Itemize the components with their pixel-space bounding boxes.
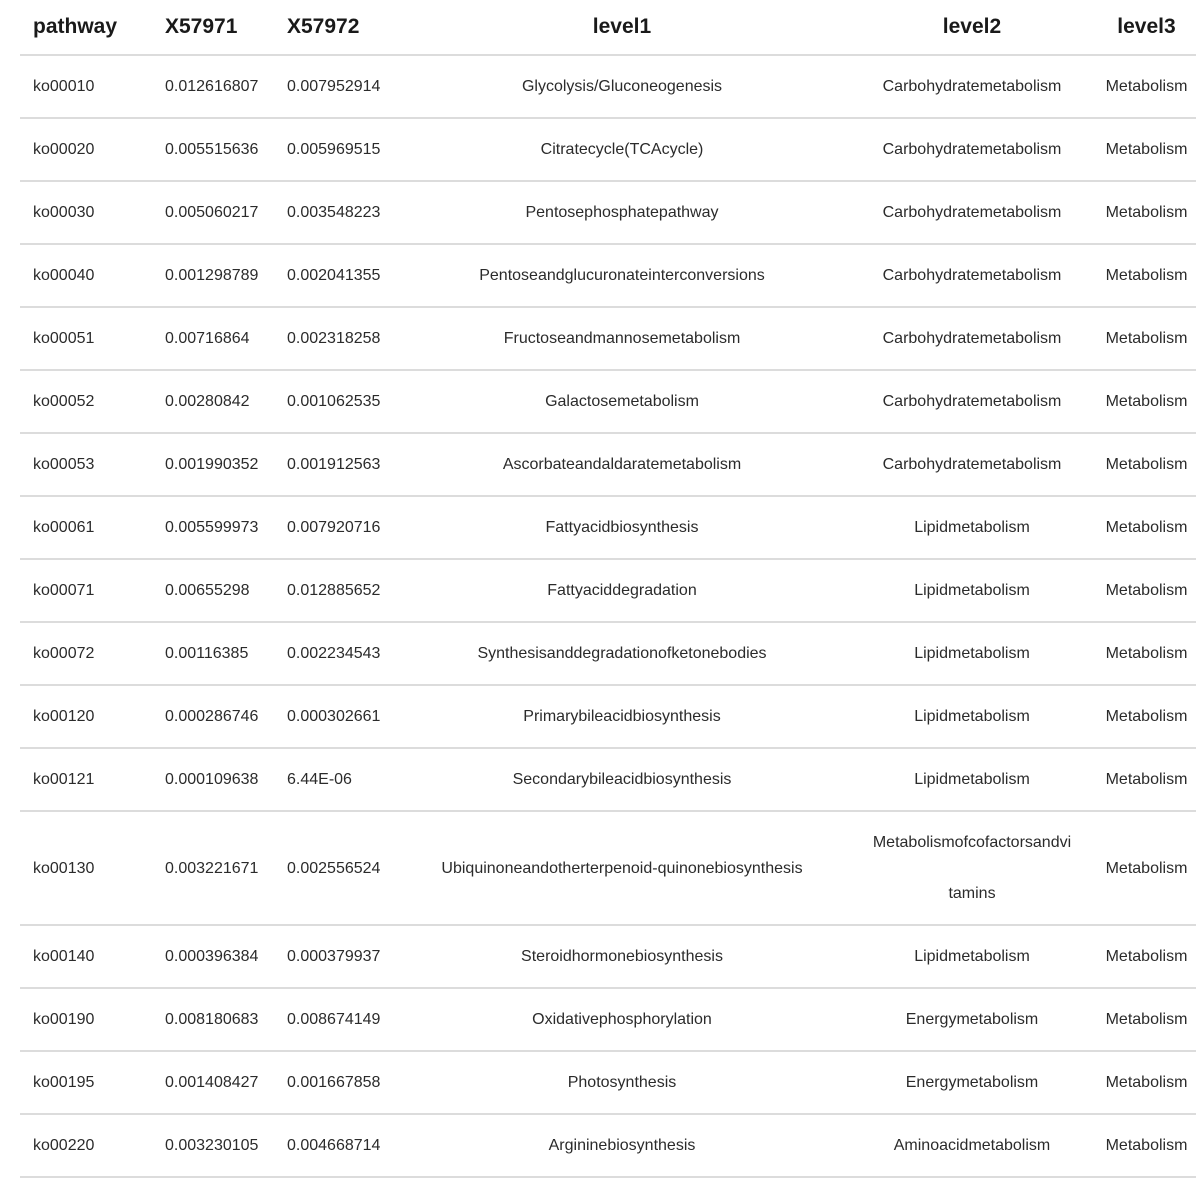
cell-level2: Metabolismofcofactorsandvitamins (847, 811, 1097, 925)
cell-pathway: ko00051 (20, 307, 150, 370)
table-row (20, 370, 1196, 433)
cell-level1: Fructoseandmannosemetabolism (397, 307, 847, 370)
column-header-pathway: pathway (20, 0, 150, 55)
cell-level1: Oxidativephosphorylation (397, 988, 847, 1051)
cell-level3: Metabolism (1097, 685, 1196, 748)
cell-x57972: 0.000379937 (272, 925, 397, 988)
cell-level3: Metabolism (1097, 925, 1196, 988)
cell-x57971: 0.005515636 (150, 118, 272, 181)
cell-x57972: 0.000302661 (272, 685, 397, 748)
cell-pathway: ko00030 (20, 181, 150, 244)
cell-level3: Metabolism (1097, 1114, 1196, 1177)
table-row (20, 622, 1196, 685)
cell-level1: Steroidhormonebiosynthesis (397, 925, 847, 988)
cell-x57971: 0.005599973 (150, 496, 272, 559)
cell-level3: Metabolism (1097, 811, 1196, 925)
cell-x57972: 0.002234543 (272, 622, 397, 685)
table-row (20, 496, 1196, 559)
cell-level1: Photosynthesis (397, 1051, 847, 1114)
cell-pathway: ko00072 (20, 622, 150, 685)
cell-x57972: 0.008674149 (272, 988, 397, 1051)
table-row (20, 1114, 1196, 1177)
table-row (20, 988, 1196, 1051)
cell-x57971: 0.00716864 (150, 307, 272, 370)
cell-level3: Metabolism (1097, 748, 1196, 811)
cell-x57971: 0.00655298 (150, 559, 272, 622)
cell-level1: Pentosephosphatepathway (397, 181, 847, 244)
cell-level2: Energymetabolism (847, 1051, 1097, 1114)
column-header-x57971: X57971 (150, 0, 272, 55)
cell-level3: Metabolism (1097, 118, 1196, 181)
cell-level2: Aminoacidmetabolism (847, 1114, 1097, 1177)
cell-x57971: 0.00280842 (150, 370, 272, 433)
cell-x57971: 0.003230105 (150, 1114, 272, 1177)
cell-level1: Primarybileacidbiosynthesis (397, 685, 847, 748)
cell-x57971: 0.000286746 (150, 685, 272, 748)
cell-pathway: ko00220 (20, 1114, 150, 1177)
cell-x57971: 0.00116385 (150, 622, 272, 685)
cell-level3: Metabolism (1097, 55, 1196, 118)
column-header-level3: level3 (1097, 0, 1196, 55)
table-row (20, 559, 1196, 622)
cell-level2: Lipidmetabolism (847, 925, 1097, 988)
cell-x57971: 0.008180683 (150, 988, 272, 1051)
cell-x57972: 0.002041355 (272, 244, 397, 307)
table-row (20, 118, 1196, 181)
cell-pathway: ko00140 (20, 925, 150, 988)
cell-pathway: ko00010 (20, 55, 150, 118)
table-row (20, 244, 1196, 307)
table-row (20, 1051, 1196, 1114)
cell-level3: Metabolism (1097, 1051, 1196, 1114)
table-row (20, 55, 1196, 118)
cell-x57971: 0.001990352 (150, 433, 272, 496)
cell-level1: Glycolysis/Gluconeogenesis (397, 55, 847, 118)
cell-x57972: 0.004668714 (272, 1114, 397, 1177)
cell-level1: Argininebiosynthesis (397, 1114, 847, 1177)
cell-level1: Pentoseandglucuronateinterconversions (397, 244, 847, 307)
cell-level2: Lipidmetabolism (847, 685, 1097, 748)
cell-level1: Citratecycle(TCAcycle) (397, 118, 847, 181)
table-row (20, 748, 1196, 811)
cell-level1: Ubiquinoneandotherterpenoid-quinonebiosynthesis (397, 811, 847, 925)
cell-level2: Carbohydratemetabolism (847, 307, 1097, 370)
cell-pathway: ko00120 (20, 685, 150, 748)
cell-level2: Lipidmetabolism (847, 559, 1097, 622)
cell-level2: Carbohydratemetabolism (847, 118, 1097, 181)
table-row (20, 925, 1196, 988)
table-header (20, 0, 1196, 55)
column-header-x57972: X57972 (272, 0, 397, 55)
cell-x57972: 0.005969515 (272, 118, 397, 181)
column-header-level1: level1 (397, 0, 847, 55)
cell-level2: Carbohydratemetabolism (847, 55, 1097, 118)
cell-pathway: ko00130 (20, 811, 150, 925)
cell-x57972: 0.007952914 (272, 55, 397, 118)
cell-x57972: 0.001667858 (272, 1051, 397, 1114)
cell-level1: Synthesisanddegradationofketonebodies (397, 622, 847, 685)
cell-level2: Lipidmetabolism (847, 622, 1097, 685)
cell-level1: Ascorbateandaldaratemetabolism (397, 433, 847, 496)
cell-pathway: ko00052 (20, 370, 150, 433)
cell-level2: Lipidmetabolism (847, 496, 1097, 559)
column-header-level2: level2 (847, 0, 1097, 55)
cell-x57972: 0.003548223 (272, 181, 397, 244)
table-body (20, 55, 1196, 1177)
table-row (20, 811, 1196, 925)
cell-level1: Fattyaciddegradation (397, 559, 847, 622)
cell-level3: Metabolism (1097, 622, 1196, 685)
table-row (20, 685, 1196, 748)
cell-level3: Metabolism (1097, 496, 1196, 559)
cell-level2: Carbohydratemetabolism (847, 244, 1097, 307)
cell-level2: Carbohydratemetabolism (847, 181, 1097, 244)
cell-level2: Carbohydratemetabolism (847, 433, 1097, 496)
cell-x57972: 0.012885652 (272, 559, 397, 622)
table-row (20, 181, 1196, 244)
cell-pathway: ko00020 (20, 118, 150, 181)
cell-pathway: ko00040 (20, 244, 150, 307)
cell-level3: Metabolism (1097, 559, 1196, 622)
table-row (20, 433, 1196, 496)
cell-x57971: 0.012616807 (150, 55, 272, 118)
cell-level3: Metabolism (1097, 181, 1196, 244)
cell-x57971: 0.001298789 (150, 244, 272, 307)
cell-level3: Metabolism (1097, 307, 1196, 370)
cell-pathway: ko00071 (20, 559, 150, 622)
cell-level1: Fattyacidbiosynthesis (397, 496, 847, 559)
table-row (20, 307, 1196, 370)
cell-x57972: 0.001062535 (272, 370, 397, 433)
cell-pathway: ko00061 (20, 496, 150, 559)
cell-x57971: 0.005060217 (150, 181, 272, 244)
cell-x57972: 0.001912563 (272, 433, 397, 496)
cell-level2: Lipidmetabolism (847, 748, 1097, 811)
cell-x57971: 0.000109638 (150, 748, 272, 811)
cell-pathway: ko00121 (20, 748, 150, 811)
cell-level3: Metabolism (1097, 988, 1196, 1051)
cell-level3: Metabolism (1097, 370, 1196, 433)
pathway-abundance-table (20, 0, 1196, 1178)
header-row (20, 0, 1196, 55)
cell-level3: Metabolism (1097, 433, 1196, 496)
cell-level1: Galactosemetabolism (397, 370, 847, 433)
cell-x57972: 6.44E-06 (272, 748, 397, 811)
cell-pathway: ko00195 (20, 1051, 150, 1114)
cell-level2: Carbohydratemetabolism (847, 370, 1097, 433)
cell-x57971: 0.000396384 (150, 925, 272, 988)
cell-x57972: 0.007920716 (272, 496, 397, 559)
cell-x57971: 0.003221671 (150, 811, 272, 925)
cell-level3: Metabolism (1097, 244, 1196, 307)
cell-pathway: ko00190 (20, 988, 150, 1051)
cell-pathway: ko00053 (20, 433, 150, 496)
cell-x57972: 0.002318258 (272, 307, 397, 370)
cell-x57972: 0.002556524 (272, 811, 397, 925)
cell-level1: Secondarybileacidbiosynthesis (397, 748, 847, 811)
cell-x57971: 0.001408427 (150, 1051, 272, 1114)
cell-level2: Energymetabolism (847, 988, 1097, 1051)
